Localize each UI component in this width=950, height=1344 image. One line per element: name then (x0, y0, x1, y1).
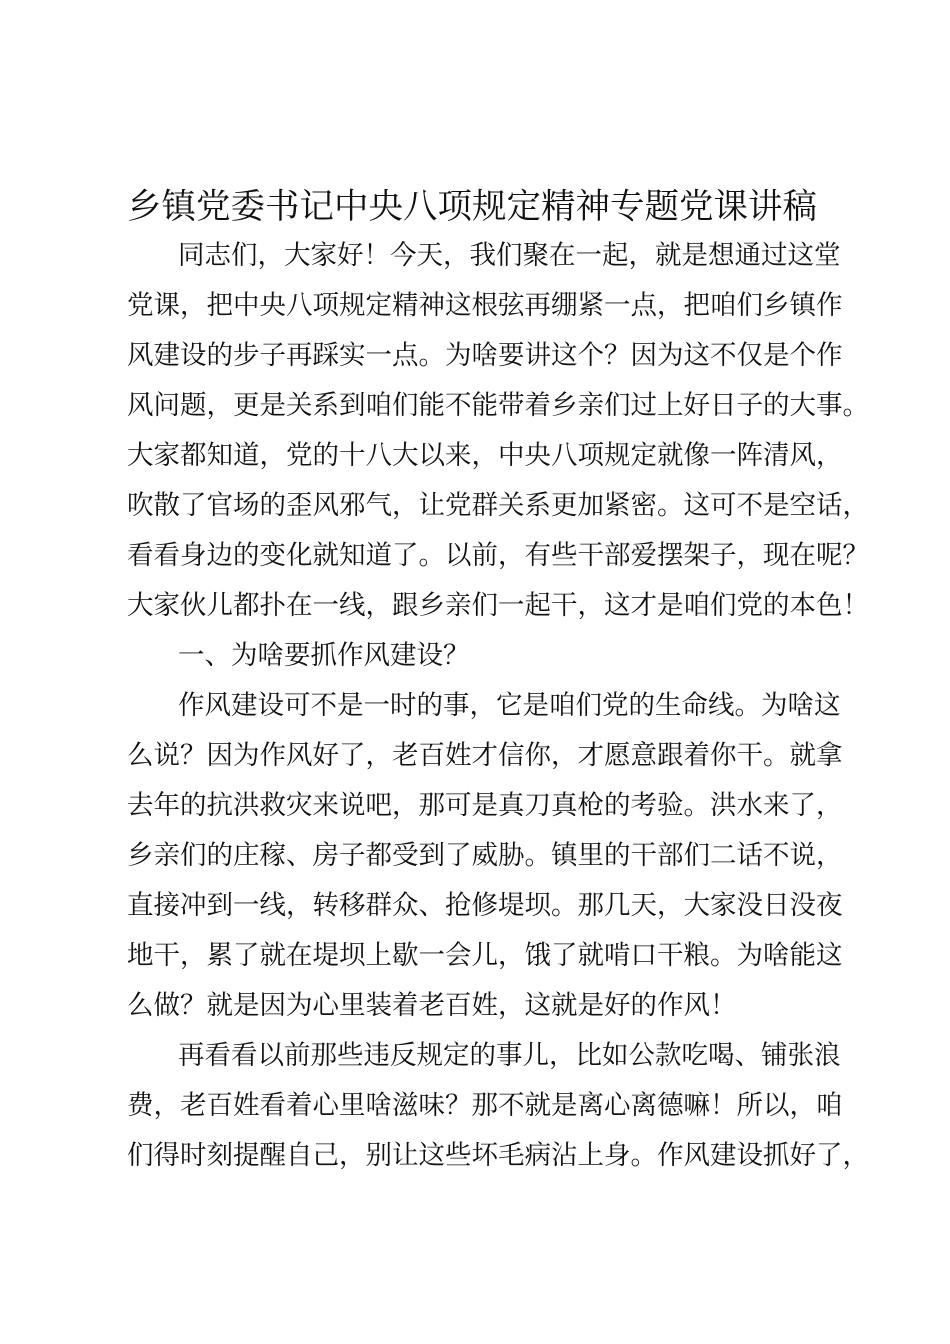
text-line: 吹散了官场的歪风邪气，让党群关系更加紧密。这可不是空话， (127, 490, 869, 521)
text-line: 风问题，更是关系到咱们能不能带着乡亲们过上好日子的大事。 (127, 390, 869, 421)
text-line: 看看身边的变化就知道了。以前，有些干部爱摆架子，现在呢？ (127, 540, 869, 571)
text-line: 们得时刻提醒自己，别让这些坏毛病沾上身。作风建设抓好了， (127, 1140, 869, 1171)
text-line: 乡亲们的庄稼、房子都受到了威胁。镇里的干部们二话不说， (127, 840, 843, 871)
text-line: 党课，把中央八项规定精神这根弦再绷紧一点，把咱们乡镇作 (127, 290, 843, 321)
text-line: 去年的抗洪救灾来说吧，那可是真刀真枪的考验。洪水来了， (127, 790, 843, 821)
document-title: 乡镇党委书记中央八项规定精神专题党课讲稿 (127, 187, 817, 227)
text-line: 大家都知道，党的十八大以来，中央八项规定就像一阵清风， (127, 440, 843, 471)
text-line: 么说？因为作风好了，老百姓才信你，才愿意跟着你干。就拿 (127, 740, 843, 771)
text-line: 么做？就是因为心里装着老百姓，这就是好的作风！ (127, 990, 737, 1021)
text-line: 风建设的步子再踩实一点。为啥要讲这个？因为这不仅是个作 (127, 340, 843, 371)
text-line: 同志们，大家好！今天，我们聚在一起，就是想通过这堂 (178, 240, 841, 271)
text-line: 大家伙儿都扑在一线，跟乡亲们一起干，这才是咱们党的本色！ (127, 590, 869, 621)
text-line: 再看看以前那些违反规定的事儿，比如公款吃喝、铺张浪 (178, 1040, 841, 1071)
text-line: 直接冲到一线，转移群众、抢修堤坝。那几天，大家没日没夜 (127, 890, 843, 921)
text-line: 一、为啥要抓作风建设？ (178, 640, 470, 671)
document-body (127, 231, 869, 1181)
text-line: 作风建设可不是一时的事，它是咱们党的生命线。为啥这 (178, 690, 841, 721)
text-line: 地干，累了就在堤坝上歇一会儿，饿了就啃口干粮。为啥能这 (127, 940, 843, 971)
text-line: 费，老百姓看着心里啥滋味？那不就是离心离德嘛！所以，咱 (127, 1090, 843, 1121)
